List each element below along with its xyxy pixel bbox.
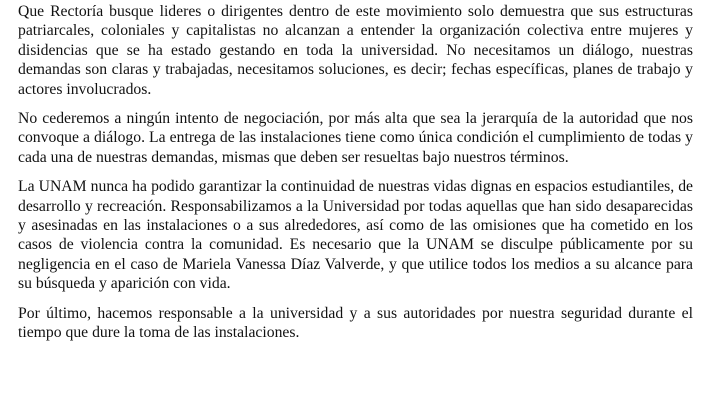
paragraph-negociacion: No cederemos a ningún intento de negociación, por más alta que sea la jerarquía de la autoridad que nos convoque a diálogo. La entrega de las instalaciones tiene como única condición el cumplimiento de todas y cada una de nuestras demandas, mismas que deben ser resueltas bajo nuestros términos.: [18, 110, 693, 166]
paragraph-seguridad: Por último, hacemos responsable a la universidad y a sus autoridades por nuestra seguridad durante el tiempo que dure la toma de las instalaciones.: [18, 304, 693, 342]
paragraph-unam-responsabilidad: La UNAM nunca ha podido garantizar la continuidad de nuestras vidas dignas en espacios estudiantiles, de desarrollo y recreación. Responsabilizamos a la Universidad por todas aquellas que han sido desaparecidas y asesinadas en las instalaciones o a sus alrededores, así como de las omisiones que ha cometido en los casos de violencia contra la comunidad. Es necesario que la UNAM se disculpe públicamente por su negligencia en el caso de Mariela Vanessa Díaz Valverde, y que utilice todos los medios a su alcance para su búsqueda y aparición con vida.: [18, 178, 693, 293]
paragraph-rectoria: Que Rectoría busque lideres o dirigentes dentro de este movimiento solo demuestra que sus estructuras patriarcales, coloniales y capitalistas no alcanzan a entender la organización colectiva entre mujeres y disidencias que se ha estado gestando en toda la universidad. No necesitamos un diálogo, nuestras demandas son claras y trabajadas, necesitamos soluciones, es decir; fechas específicas, planes de trabajo y actores involucrados.: [18, 3, 693, 98]
